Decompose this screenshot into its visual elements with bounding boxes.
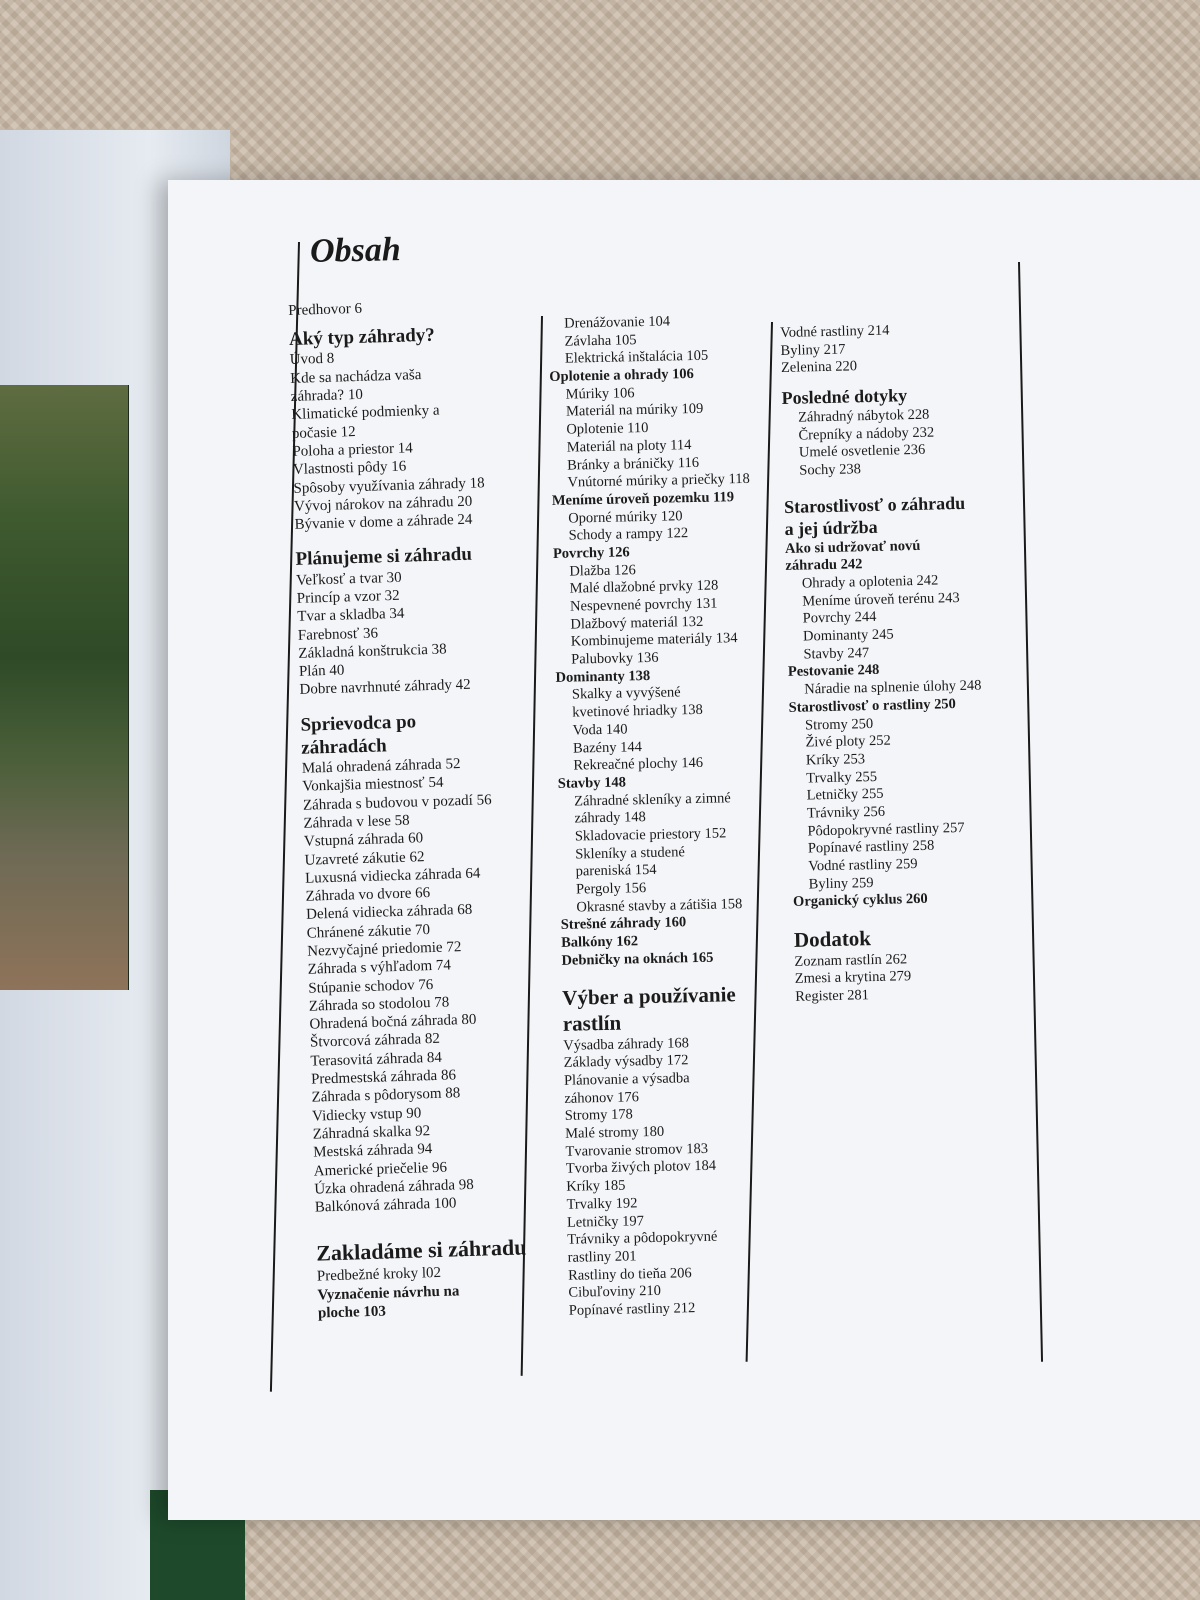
- toc-entry: Pergoly 156: [575, 880, 647, 898]
- toc-section-heading: rastlín: [562, 1010, 622, 1036]
- toc-entry: Základná konštrukcia 38: [298, 641, 447, 662]
- toc-entry: Trávniky a pôdopokryvné: [567, 1228, 718, 1249]
- toc-entry: Uzavreté zákutie 62: [304, 848, 425, 869]
- toc-section-heading: Posledné dotyky: [781, 385, 908, 409]
- toc-column-3: [780, 319, 1055, 1007]
- toc-entry: Palubovky 136: [571, 649, 659, 668]
- toc-entry: Tvar a skladba 34: [297, 605, 405, 626]
- toc-entry: Predbežné kroky l02: [316, 1265, 442, 1285]
- toc-entry: Spôsoby využívania záhrady 18: [293, 474, 485, 497]
- toc-entry: Trávniky 256: [806, 803, 886, 822]
- toc-entry: Meníme úroveň pozemku 119: [551, 489, 735, 509]
- toc-entry: Múriky 106: [565, 384, 635, 403]
- toc-entry: Ohrady a oplotenia 242: [801, 572, 939, 592]
- toc-entry: Náradie na splnenie úlohy 248: [804, 677, 982, 698]
- toc-entry: Stavby 247: [803, 644, 870, 663]
- toc-entry: Povrchy 126: [552, 544, 630, 562]
- toc-entry: Schody a rampy 122: [568, 525, 689, 544]
- toc-entry: Letničky 255: [806, 786, 884, 804]
- toc-entry: Voda 140: [572, 721, 628, 739]
- toc-entry: Záhradné skleníky a zimné: [573, 789, 731, 810]
- toc-entry: Zmesi a krytina 279: [794, 968, 912, 988]
- toc-entry: Kríky 185: [566, 1177, 626, 1195]
- toc-entry: Stavby 148: [557, 774, 627, 792]
- toc-section-heading: Dodatok: [793, 926, 872, 952]
- toc-entry: Starostlivosť o rastliny 250: [788, 695, 957, 716]
- toc-entry: Mestská záhrada 94: [313, 1141, 433, 1161]
- toc-entry: Vodné rastliny 214: [780, 322, 890, 341]
- toc-entry: Stúpanie schodov 76: [308, 976, 434, 997]
- toc-entry: Ako si udržovať novú: [784, 537, 921, 557]
- toc-entry: Register 281: [795, 987, 870, 1005]
- toc-entry: Záhrada s výhľadom 74: [307, 957, 452, 978]
- toc-entry: Vyznačenie návrhu na: [317, 1282, 460, 1304]
- toc-entry: Predmestská záhrada 86: [310, 1067, 457, 1088]
- toc-entry: Meníme úroveň terénu 243: [802, 589, 960, 610]
- toc-entry: Elektrická inštalácia 105: [564, 348, 709, 368]
- toc-entry: Byliny 217: [780, 341, 846, 359]
- toc-entry: Ohradená bočná záhrada 80: [309, 1011, 477, 1033]
- toc-entry: Stromy 178: [564, 1106, 633, 1125]
- toc-entry: Kde sa nachádza vaša: [290, 366, 422, 387]
- toc-section-heading: Zakladáme si záhradu: [315, 1234, 527, 1267]
- toc-entry: Dominanty 138: [555, 667, 651, 686]
- toc-entry: Predhovor 6: [288, 300, 363, 319]
- toc-entry: Cibuľoviny 210: [568, 1283, 662, 1302]
- toc-entry: Bazény 144: [572, 738, 643, 757]
- toc-column-2: [548, 311, 819, 1321]
- toc-entry: Drenážovanie 104: [563, 313, 671, 332]
- toc-entry: Stromy 250: [804, 715, 874, 734]
- toc-entry: Črepníky a nádoby 232: [798, 424, 935, 444]
- toc-entry: Skleníky a studené: [575, 843, 685, 863]
- toc-entry: Oporné múriky 120: [568, 507, 683, 527]
- toc-entry: Rastliny do tieňa 206: [567, 1264, 692, 1284]
- toc-entry: Rekreačné plochy 146: [573, 755, 704, 774]
- toc-entry: Okrasné stavby a zátišia 158: [576, 895, 743, 916]
- toc-entry: ploche 103: [317, 1303, 387, 1322]
- toc-entry: Veľkosť a tvar 30: [296, 569, 402, 589]
- toc-entry: Chránené zákutie 70: [306, 921, 431, 942]
- toc-entry: Farebnosť 36: [297, 624, 379, 644]
- toc-entry: záhradu 242: [785, 556, 863, 575]
- toc-entry: Klimatické podmienky a: [291, 402, 440, 424]
- toc-entry: Poloha a priestor 14: [292, 440, 414, 460]
- toc-section-heading: záhradách: [300, 735, 388, 759]
- toc-entry: Americké priečelie 96: [313, 1159, 448, 1180]
- toc-entry: Popínavé rastliny 258: [807, 837, 935, 857]
- toc-entry: rastliny 201: [567, 1248, 637, 1266]
- toc-entry: Letničky 197: [566, 1212, 645, 1231]
- toc-entry: Tvarovanie stromov 183: [565, 1140, 709, 1160]
- toc-entry: pareniská 154: [575, 862, 657, 880]
- toc-entry: Organický cyklus 260: [792, 891, 928, 911]
- toc-section-heading: Výber a používanie: [562, 982, 736, 1011]
- toc-entry: Malá ohradená záhrada 52: [301, 756, 461, 777]
- contents-page: [168, 180, 1200, 1520]
- toc-entry: Vstupná záhrada 60: [303, 830, 424, 850]
- toc-entry: Materiál na múriky 109: [565, 401, 704, 421]
- toc-entry: Úvod 8: [289, 351, 335, 369]
- toc-entry: Vodné rastliny 259: [808, 856, 918, 875]
- toc-entry: Bránky a bráničky 116: [566, 454, 700, 474]
- page-title: Obsah: [309, 231, 402, 270]
- toc-entry: Zelenina 220: [780, 358, 858, 377]
- toc-entry: počasie 12: [291, 423, 356, 442]
- toc-entry: záhonov 176: [564, 1088, 640, 1107]
- toc-entry: Nezvyčajné priedomie 72: [307, 939, 462, 960]
- toc-entry: Luxusná vidiecka záhrada 64: [304, 865, 481, 887]
- toc-entry: Záhrada v lese 58: [303, 812, 410, 832]
- toc-entry: Kombinujeme materiály 134: [570, 630, 738, 650]
- toc-entry: Záhrada s budovou v pozadí 56: [302, 791, 492, 814]
- toc-entry: Záhradná skalka 92: [312, 1123, 431, 1143]
- toc-entry: záhrada? 10: [290, 386, 364, 406]
- toc-entry: Dlažba 126: [569, 561, 636, 580]
- toc-entry: Materiál na ploty 114: [566, 436, 692, 456]
- toc-column-1: [288, 295, 558, 1323]
- toc-entry: Závlaha 105: [564, 331, 637, 350]
- toc-entry: Oplotenie a ohrady 106: [549, 366, 695, 386]
- toc-section-heading: Sprievodca po: [300, 711, 417, 736]
- toc-entry: Dlažbový materiál 132: [570, 613, 704, 633]
- toc-entry: Malé dlažobné prvky 128: [569, 577, 719, 597]
- toc-entry: Oplotenie 110: [566, 420, 649, 438]
- toc-entry: Vidiecky vstup 90: [311, 1105, 422, 1125]
- toc-entry: Vnútorné múriky a priečky 118: [567, 471, 750, 491]
- toc-entry: Sochy 238: [799, 461, 862, 479]
- toc-entry: Povrchy 244: [802, 609, 877, 627]
- toc-entry: Delená vidiecka záhrada 68: [305, 902, 473, 924]
- toc-entry: Balkóny 162: [560, 933, 639, 951]
- toc-entry: Debničky na oknách 165: [561, 949, 714, 969]
- toc-entry: Dobre navrhnuté záhrady 42: [299, 677, 471, 699]
- toc-entry: kvetinové hriadky 138: [572, 701, 703, 721]
- toc-entry: Záhrada vo dvore 66: [305, 885, 431, 905]
- toc-entry: Plánovanie a výsadba: [563, 1070, 690, 1089]
- toc-entry: Výsadba záhrady 168: [563, 1034, 690, 1054]
- toc-entry: Skladovacie priestory 152: [574, 825, 727, 845]
- toc-entry: Balkónová záhrada 100: [314, 1195, 457, 1216]
- toc-entry: záhrady 148: [574, 809, 646, 827]
- toc-section-heading: a jej údržba: [784, 516, 878, 539]
- toc-entry: Umelé osvetlenie 236: [798, 442, 926, 461]
- toc-entry: Záhradný nábytok 228: [797, 406, 930, 426]
- toc-entry: Vývoj nárokov na záhradu 20: [293, 493, 473, 515]
- toc-entry: Bývanie v dome a záhrade 24: [294, 511, 473, 534]
- toc-entry: Strešné záhrady 160: [560, 914, 687, 934]
- toc-entry: Princíp a vzor 32: [296, 587, 400, 607]
- toc-entry: Nespevnené povrchy 131: [569, 595, 718, 615]
- toc-entry: Živé ploty 252: [805, 732, 892, 751]
- toc-entry: Trvalky 192: [566, 1195, 638, 1213]
- toc-entry: Zoznam rastlín 262: [794, 950, 908, 970]
- toc-entry: Terasovitá záhrada 84: [310, 1049, 443, 1070]
- toc-section-heading: Starostlivosť o záhradu: [783, 492, 966, 517]
- toc-entry: Skalky a vyvýšené: [571, 684, 681, 704]
- toc-entry: Pestovanie 248: [787, 662, 880, 681]
- toc-entry: Záhrada so stodolou 78: [308, 994, 450, 1015]
- toc-entry: Vonkajšia miestnosť 54: [302, 774, 444, 796]
- toc-entry: Tvorba živých plotov 184: [565, 1158, 717, 1178]
- garden-photo: [0, 385, 129, 990]
- toc-entry: Záhrada s pôdorysom 88: [311, 1085, 461, 1107]
- toc-entry: Úzka ohradená záhrada 98: [314, 1176, 475, 1198]
- toc-section-heading: Plánujeme si záhradu: [295, 544, 473, 571]
- toc-entry: Vlastnosti pôdy 16: [292, 458, 407, 479]
- toc-entry: Trvalky 255: [806, 768, 878, 787]
- toc-entry: Malé stromy 180: [564, 1123, 665, 1142]
- toc-section-heading: Aký typ záhrady?: [288, 324, 436, 351]
- toc-entry: Kríky 253: [805, 751, 866, 769]
- toc-entry: Plán 40: [298, 662, 345, 680]
- toc-entry: Byliny 259: [808, 874, 874, 893]
- toc-entry: Základy výsadby 172: [563, 1052, 689, 1072]
- toc-entry: Popínavé rastliny 212: [568, 1300, 696, 1319]
- toc-entry: Pôdopokryvné rastliny 257: [807, 819, 965, 840]
- toc-entry: Dominanty 245: [802, 626, 894, 645]
- toc-entry: Štvorcová záhrada 82: [309, 1031, 441, 1052]
